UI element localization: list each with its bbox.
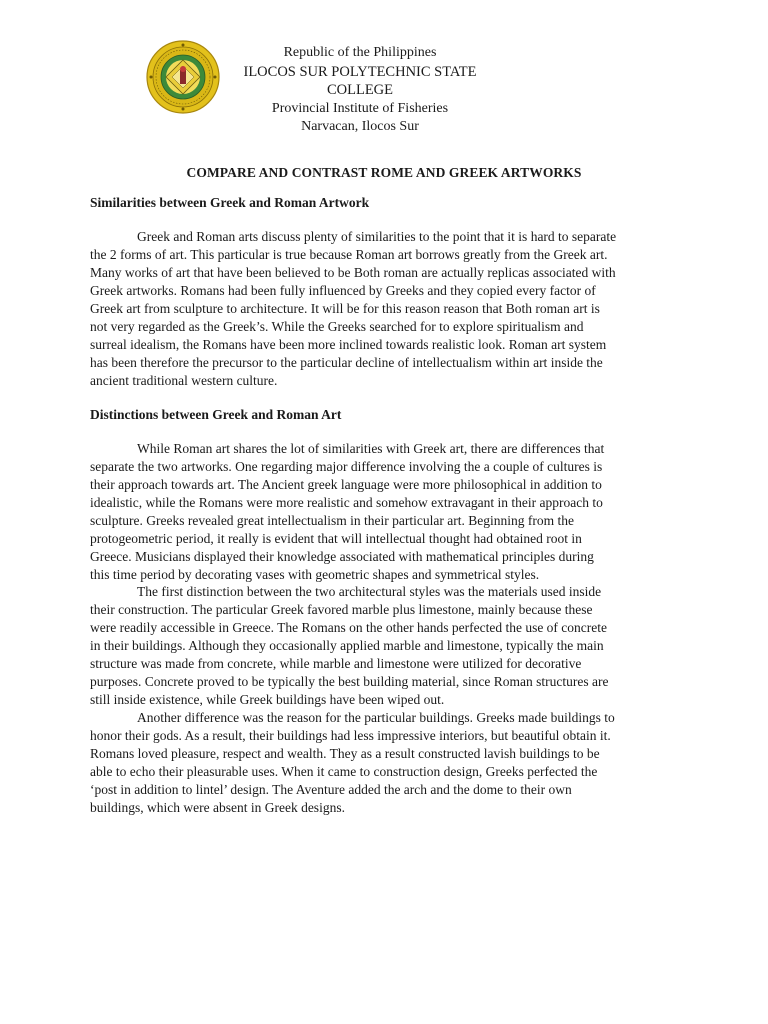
text-line: were readily accessible in Greece. The Romans on the other hands perfected the use of concrete bbox=[90, 620, 608, 635]
letterhead-country: Republic of the Philippines bbox=[283, 45, 437, 60]
text-line: Many works of art that have been believed to be Both roman are actually replicas associated with bbox=[90, 265, 616, 280]
college-seal-icon bbox=[146, 40, 220, 114]
text-line: in their buildings. Although they occasionally applied marble and limestone, typically the main bbox=[90, 638, 604, 653]
text-line: buildings, which were absent in Greek designs. bbox=[90, 800, 345, 815]
document-title: COMPARE AND CONTRAST ROME AND GREEK ARTWORKS bbox=[186, 165, 582, 180]
text-line: Greece. Musicians displayed their knowledge associated with mathematical principles during bbox=[90, 549, 594, 564]
letterhead bbox=[210, 44, 510, 137]
text-line: honor their gods. As a result, their buildings had less impressive interiors, but beautiful obtain it. bbox=[90, 728, 611, 743]
text-line: Greek artworks. Romans had been fully influenced by Greeks and they copied every factor of bbox=[90, 283, 596, 298]
text-line: able to echo their pleasurable uses. When it came to construction design, Greeks perfected the bbox=[90, 764, 598, 779]
text-line: separate the two artworks. One regarding major difference involving the a couple of cultures is bbox=[90, 459, 603, 474]
text-line: still inside existence, while Greek buildings have been wiped out. bbox=[90, 692, 445, 707]
text-line: surreal idealism, the Romans have been more inclined towards realistic look. Roman art system bbox=[90, 337, 607, 352]
text-line: Another difference was the reason for the particular buildings. Greeks made buildings to bbox=[137, 710, 615, 725]
paragraph-distinctions-approach bbox=[90, 440, 680, 584]
section-heading-distinctions: Distinctions between Greek and Roman Art bbox=[90, 407, 342, 422]
text-line: their construction. The particular Greek favored marble plus limestone, mainly because these bbox=[90, 602, 593, 617]
text-line: While Roman art shares the lot of similarities with Greek art, there are differences that bbox=[137, 441, 605, 456]
letterhead-institute: Provincial Institute of Fisheries bbox=[271, 100, 449, 116]
letterhead-school-name: ILOCOS SUR POLYTECHNIC STATE COLLEGE bbox=[243, 63, 477, 98]
text-line: this time period by decorating vases with geometric shapes and symmetrical styles. bbox=[90, 567, 540, 582]
paragraph-distinctions-purpose bbox=[90, 709, 680, 817]
text-line: sculpture. Greeks revealed great intellectualism in their particular art. Beginning from the bbox=[90, 513, 574, 528]
paragraph-distinctions-materials bbox=[90, 583, 680, 709]
text-line: ‘post in addition to lintel’ design. The Aventure added the arch and the dome to their own bbox=[90, 782, 572, 797]
text-line: Greek and Roman arts discuss plenty of similarities to the point that it is hard to separate bbox=[137, 229, 617, 244]
letterhead-location: Narvacan, Ilocos Sur bbox=[301, 119, 419, 134]
text-line: the 2 forms of art. This particular is true because Roman art borrows greatly from the Greek art. bbox=[90, 247, 608, 262]
text-line: ancient traditional western culture. bbox=[90, 373, 278, 388]
text-line: has been therefore the precursor to the particular decline of intellectualism within art inside the bbox=[90, 355, 603, 370]
text-line: protogeometric period, it really is evident that will intellectual thought had obtained root in bbox=[90, 531, 582, 546]
text-line: Greek art from sculpture to architecture. It will be for this reason reason that Both roman art is bbox=[90, 301, 600, 316]
text-line: idealistic, while the Romans were more realistic and somehow extravagant in their approach to bbox=[90, 495, 603, 510]
text-line: Romans loved pleasure, respect and wealth. They as a result constructed lavish buildings to be bbox=[90, 746, 600, 761]
text-line: The first distinction between the two architectural styles was the materials used inside bbox=[137, 584, 602, 599]
text-line: their approach towards art. The Ancient greek language were more philosophical in addition to bbox=[90, 477, 602, 492]
section-heading-similarities: Similarities between Greek and Roman Artwork bbox=[90, 195, 370, 210]
text-line: purposes. Concrete proved to be typically the best building material, since Roman structures are bbox=[90, 674, 609, 689]
paragraph-similarities bbox=[90, 228, 680, 390]
text-line: structure was made from concrete, while marble and limestone were utilized for decorative bbox=[90, 656, 582, 671]
text-line: not very regarded as the Greek’s. While the Greeks searched for to explore spiritualism and bbox=[90, 319, 584, 334]
